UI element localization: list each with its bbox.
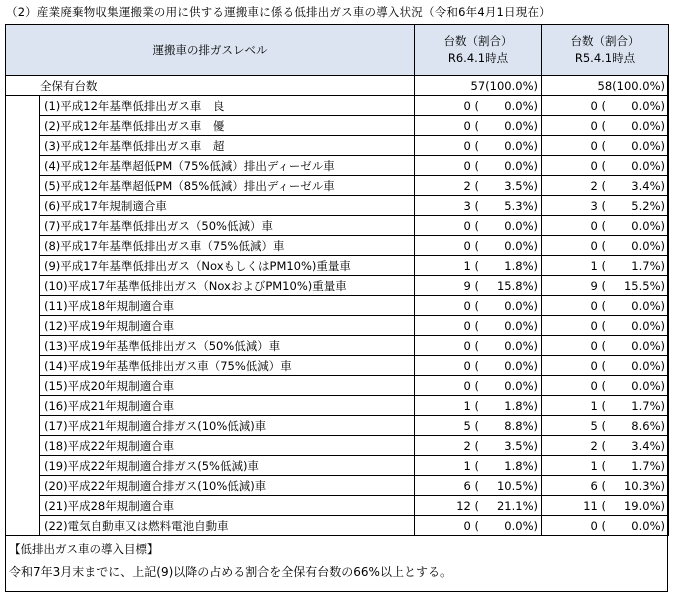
row-r5-count: 0 ( [590, 319, 606, 333]
row-r5-percent: 0.0%) [631, 519, 665, 533]
table-row [6, 356, 669, 376]
table-row [6, 416, 669, 436]
row-label: (15)平成20年規制適合車 [40, 376, 415, 396]
row-r6-count: 0 ( [463, 119, 479, 133]
indent-cell [6, 436, 40, 456]
indent-cell [6, 276, 40, 296]
row-r5-count: 1 ( [590, 459, 606, 473]
row-r6-count: 0 ( [463, 319, 479, 333]
table-row [6, 256, 669, 276]
row-r6-cell [415, 296, 542, 316]
row-r6-percent: 1.8%) [504, 399, 538, 413]
table-row [6, 296, 669, 316]
row-r5-cell [542, 216, 669, 236]
row-r6-count: 9 ( [463, 279, 479, 293]
row-r6-percent: 0.0%) [504, 379, 538, 393]
row-label: (12)平成19年規制適合車 [40, 316, 415, 336]
indent-cell [6, 396, 40, 416]
indent-cell [6, 96, 40, 116]
indent-cell [6, 236, 40, 256]
row-r6-cell [415, 236, 542, 256]
row-r6-count: 3 ( [463, 199, 479, 213]
row-r5-count: 5 ( [590, 419, 606, 433]
row-r6-percent: 0.0%) [504, 519, 538, 533]
table-row [6, 516, 669, 536]
row-r5-cell [542, 416, 669, 436]
row-r5-cell [542, 196, 669, 216]
row-r6-count: 0 ( [463, 139, 479, 153]
row-r6-percent: 0.0%) [504, 339, 538, 353]
row-r5-percent: 8.6%) [631, 419, 665, 433]
header-row [6, 25, 669, 76]
row-r6-cell [415, 476, 542, 496]
row-r5-percent: 0.0%) [631, 299, 665, 313]
row-label: (5)平成12年基準超低PM（85%低減）排出ディーゼル車 [40, 176, 415, 196]
row-r6-count: 1 ( [463, 259, 479, 273]
indent-cell [6, 316, 40, 336]
indent-cell [6, 516, 40, 536]
row-r6-cell [415, 256, 542, 276]
row-r6-count: 0 ( [463, 379, 479, 393]
row-r6-percent: 0.0%) [504, 219, 538, 233]
row-r6-cell [415, 496, 542, 516]
indent-cell [6, 196, 40, 216]
row-label: (19)平成22年規制適合排ガス(5%低減)車 [40, 456, 415, 476]
row-r5-percent: 10.3%) [623, 479, 665, 493]
total-r5-value: 58(100.0%) [597, 79, 665, 93]
row-r5-cell [542, 516, 669, 536]
row-r6-percent: 0.0%) [504, 239, 538, 253]
indent-cell [6, 216, 40, 236]
table-row [6, 336, 669, 356]
row-label: (10)平成17年基準低排出ガス（NoxおよびPM10%)重量車 [40, 276, 415, 296]
row-r5-count: 0 ( [590, 359, 606, 373]
table-row [6, 476, 669, 496]
indent-cell [6, 356, 40, 376]
row-r6-percent: 15.8%) [496, 279, 538, 293]
indent-cell [6, 256, 40, 276]
row-r5-count: 2 ( [590, 439, 606, 453]
indent-cell [6, 296, 40, 316]
row-r6-count: 0 ( [463, 359, 479, 373]
row-r5-cell [542, 236, 669, 256]
row-label: (18)平成22年規制適合車 [40, 436, 415, 456]
row-r6-cell [415, 216, 542, 236]
row-r6-count: 0 ( [463, 99, 479, 113]
row-r6-cell [415, 376, 542, 396]
row-r5-percent: 1.7%) [631, 459, 665, 473]
row-r6-percent: 0.0%) [504, 119, 538, 133]
row-r6-count: 0 ( [463, 239, 479, 253]
table-row [6, 176, 669, 196]
row-r5-count: 1 ( [590, 399, 606, 413]
row-r5-cell [542, 376, 669, 396]
row-r5-cell [542, 96, 669, 116]
row-r6-count: 0 ( [463, 299, 479, 313]
table-row [6, 276, 669, 296]
row-r6-count: 1 ( [463, 399, 479, 413]
indent-cell [6, 456, 40, 476]
table-row [6, 116, 669, 136]
row-label: (3)平成12年基準低排出ガス車 超 [40, 136, 415, 156]
row-r6-count: 0 ( [463, 219, 479, 233]
row-r5-percent: 0.0%) [631, 159, 665, 173]
row-r5-count: 0 ( [590, 119, 606, 133]
row-r5-cell [542, 316, 669, 336]
row-r5-percent: 0.0%) [631, 359, 665, 373]
row-label: (6)平成17年規制適合車 [40, 196, 415, 216]
row-r5-cell [542, 256, 669, 276]
row-label: (14)平成19年基準低排出ガス車（75%低減）車 [40, 356, 415, 376]
row-r5-count: 0 ( [590, 219, 606, 233]
row-r6-percent: 5.3%) [504, 199, 538, 213]
row-r5-cell [542, 336, 669, 356]
indent-cell [6, 156, 40, 176]
row-r6-count: 0 ( [463, 339, 479, 353]
row-label: (1)平成12年基準低排出ガス車 良 [40, 96, 415, 116]
row-r5-cell [542, 296, 669, 316]
total-row [6, 76, 669, 96]
row-r5-percent: 0.0%) [631, 339, 665, 353]
row-r6-count: 5 ( [463, 419, 479, 433]
row-r5-percent: 3.4%) [631, 179, 665, 193]
row-r5-percent: 0.0%) [631, 319, 665, 333]
table-row [6, 96, 669, 116]
row-r6-cell [415, 416, 542, 436]
row-label: (8)平成17年基準低排出ガス車（75%低減）車 [40, 236, 415, 256]
total-r6 [415, 76, 542, 96]
row-r5-cell [542, 356, 669, 376]
row-label: (4)平成12年基準超低PM（75%低減）排出ディーゼル車 [40, 156, 415, 176]
row-r6-cell [415, 436, 542, 456]
row-r6-cell [415, 156, 542, 176]
table-row [6, 316, 669, 336]
row-r5-count: 6 ( [590, 479, 606, 493]
row-r6-percent: 0.0%) [504, 139, 538, 153]
row-r5-count: 1 ( [590, 259, 606, 273]
row-r6-cell [415, 316, 542, 336]
row-r6-count: 2 ( [463, 179, 479, 193]
indent-cell [6, 496, 40, 516]
table-row [6, 496, 669, 516]
total-r5 [542, 76, 669, 96]
row-r6-count: 0 ( [463, 519, 479, 533]
table-row [6, 236, 669, 256]
row-r6-percent: 0.0%) [504, 299, 538, 313]
row-r5-cell [542, 476, 669, 496]
row-r5-cell [542, 496, 669, 516]
row-r5-percent: 3.4%) [631, 439, 665, 453]
row-r6-count: 6 ( [463, 479, 479, 493]
emission-table [5, 24, 669, 536]
target-text: 令和7年3月末までに、上記(9)以降の占める割合を全保有台数の66%以上とする。 [9, 565, 452, 579]
indent-cell [6, 176, 40, 196]
row-r5-count: 0 ( [590, 139, 606, 153]
row-label: (9)平成17年基準低排出ガス（NoxもしくはPM10%)重量車 [40, 256, 415, 276]
page-title: （2）産業廃棄物収集運搬業の用に供する運搬車に係る低排出ガス車の導入状況（令和6年4月1日現在） [6, 5, 551, 19]
row-r6-count: 0 ( [463, 159, 479, 173]
row-r6-percent: 0.0%) [504, 159, 538, 173]
row-r6-percent: 0.0%) [504, 99, 538, 113]
row-r5-percent: 0.0%) [631, 219, 665, 233]
row-label: (11)平成18年規制適合車 [40, 296, 415, 316]
total-label: 全保有台数 [6, 76, 415, 96]
indent-cell [6, 376, 40, 396]
row-label: (7)平成17年基準低排出ガス（50%低減）車 [40, 216, 415, 236]
row-r6-cell [415, 276, 542, 296]
table-row [6, 156, 669, 176]
table-row [6, 136, 669, 156]
row-r6-count: 1 ( [463, 459, 479, 473]
row-r5-cell [542, 156, 669, 176]
row-r6-percent: 3.5%) [504, 439, 538, 453]
row-r5-percent: 0.0%) [631, 119, 665, 133]
row-r6-count: 2 ( [463, 439, 479, 453]
row-r5-count: 3 ( [590, 199, 606, 213]
target-heading: 【低排出ガス車の導入目標】 [9, 542, 159, 556]
header-r5-line1: 台数（割合） [570, 34, 640, 48]
header-r6-line2: R6.4.1時点 [447, 51, 509, 65]
indent-cell [6, 416, 40, 436]
row-r6-cell [415, 96, 542, 116]
table-row [6, 376, 669, 396]
row-r5-cell [542, 176, 669, 196]
row-label: (13)平成19年基準低排出ガス（50%低減）車 [40, 336, 415, 356]
row-r6-percent: 1.8%) [504, 459, 538, 473]
row-r5-count: 0 ( [590, 239, 606, 253]
row-r5-count: 0 ( [590, 379, 606, 393]
row-r5-percent: 15.5%) [623, 279, 665, 293]
table-row [6, 396, 669, 416]
row-r6-percent: 8.8%) [504, 419, 538, 433]
total-r6-value: 57(100.0%) [470, 79, 538, 93]
row-r5-percent: 1.7%) [631, 259, 665, 273]
row-r6-cell [415, 176, 542, 196]
indent-cell [6, 116, 40, 136]
row-r5-count: 0 ( [590, 99, 606, 113]
indent-cell [6, 336, 40, 356]
row-r5-count: 9 ( [590, 279, 606, 293]
header-r6 [415, 25, 542, 76]
row-r5-cell [542, 396, 669, 416]
row-r6-cell [415, 116, 542, 136]
row-r6-cell [415, 136, 542, 156]
table-row [6, 436, 669, 456]
row-label: (22)電気自動車又は燃料電池自動車 [40, 516, 415, 536]
row-r5-percent: 19.0%) [623, 499, 665, 513]
row-r6-percent: 1.8%) [504, 259, 538, 273]
row-r6-percent: 0.0%) [504, 319, 538, 333]
row-r5-percent: 0.0%) [631, 139, 665, 153]
row-r5-count: 2 ( [590, 179, 606, 193]
header-r5 [542, 25, 669, 76]
indent-cell [6, 476, 40, 496]
header-r5-line2: R5.4.1時点 [574, 51, 636, 65]
row-r5-count: 0 ( [590, 339, 606, 353]
row-r6-percent: 21.1%) [496, 499, 538, 513]
row-r6-count: 12 ( [456, 499, 479, 513]
row-r5-count: 0 ( [590, 519, 606, 533]
row-r5-count: 11 ( [583, 499, 606, 513]
row-r5-count: 0 ( [590, 299, 606, 313]
row-r5-cell [542, 116, 669, 136]
row-r6-cell [415, 516, 542, 536]
table-row [6, 216, 669, 236]
row-r5-cell [542, 136, 669, 156]
row-r5-cell [542, 456, 669, 476]
table-row [6, 196, 669, 216]
row-r5-cell [542, 276, 669, 296]
row-r5-percent: 0.0%) [631, 239, 665, 253]
row-r5-percent: 0.0%) [631, 99, 665, 113]
table-row [6, 456, 669, 476]
row-r6-cell [415, 336, 542, 356]
row-label: (17)平成21年規制適合排ガス(10%低減)車 [40, 416, 415, 436]
row-r6-cell [415, 356, 542, 376]
row-label: (20)平成22年規制適合排ガス(10%低減)車 [40, 476, 415, 496]
header-level: 運搬車の排ガスレベル [6, 25, 415, 76]
row-r6-percent: 0.0%) [504, 359, 538, 373]
row-label: (21)平成28年規制適合車 [40, 496, 415, 516]
row-r5-cell [542, 436, 669, 456]
row-r6-cell [415, 396, 542, 416]
header-r6-line1: 台数（割合） [443, 34, 513, 48]
row-r5-percent: 1.7%) [631, 399, 665, 413]
row-r6-percent: 3.5%) [504, 179, 538, 193]
row-label: (16)平成21年規制適合車 [40, 396, 415, 416]
indent-cell [6, 136, 40, 156]
row-r6-cell [415, 456, 542, 476]
row-r5-percent: 5.2%) [631, 199, 665, 213]
row-r6-percent: 10.5%) [496, 479, 538, 493]
row-r5-percent: 0.0%) [631, 379, 665, 393]
row-r5-count: 0 ( [590, 159, 606, 173]
row-label: (2)平成12年基準低排出ガス車 優 [40, 116, 415, 136]
row-r6-cell [415, 196, 542, 216]
